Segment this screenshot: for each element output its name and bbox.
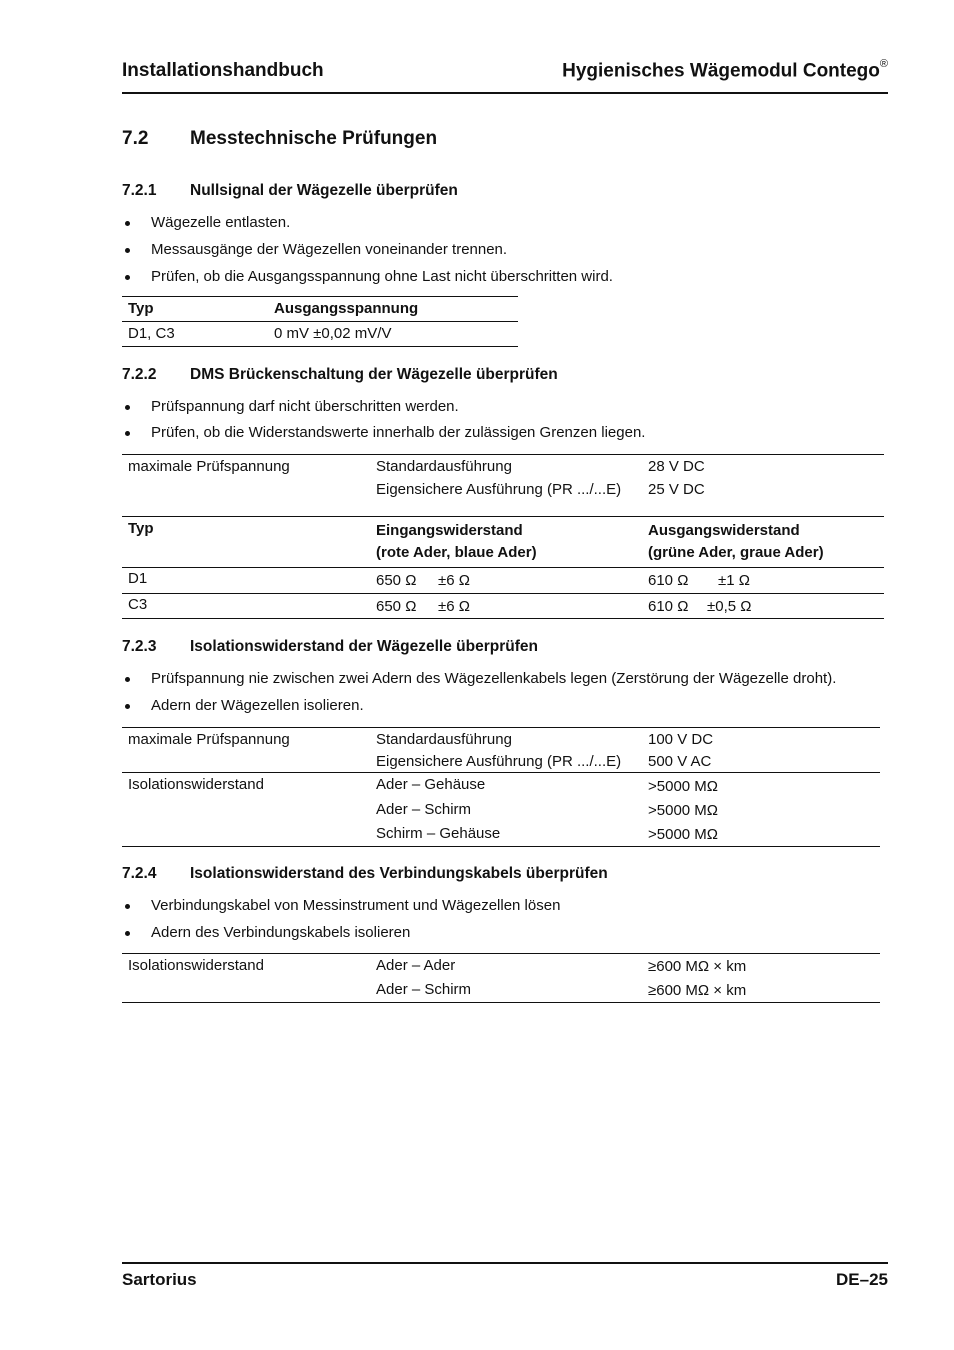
resistance-value: 650 Ω [376, 572, 417, 589]
resistance-tolerance: ±0,5 Ω [707, 598, 752, 615]
table-cell [642, 594, 884, 619]
list-item: Prüfspannung nie zwischen zwei Adern des Wägezellenkabels legen (Zerstörung der Wägezelle droht). [122, 670, 884, 688]
table-cell: 100 V DC [648, 731, 714, 748]
table-cell-empty [122, 975, 370, 1003]
table-cell [642, 568, 884, 594]
table-cell: 25 V DC [648, 481, 705, 498]
footer-brand: Sartorius [122, 1270, 197, 1289]
subsection-number: 7.2.2 [122, 366, 157, 383]
resistance-value: 610 Ω [648, 572, 689, 589]
list-item: Messausgänge der Wägezellen voneinander trennen. [122, 241, 884, 259]
insulation-test-table [122, 727, 880, 847]
page-content [122, 128, 884, 1003]
page-header [122, 60, 888, 94]
table-cell: Standardausführung [376, 458, 512, 475]
bullet-list-7-2-4 [122, 897, 884, 942]
table-cell: Ader – Schirm [376, 801, 472, 818]
table-cell-empty [122, 795, 370, 819]
bullet-list-7-2-3 [122, 670, 884, 715]
subsection-number: 7.2.3 [122, 638, 157, 655]
resistance-value: 610 Ω [648, 598, 689, 615]
table-cell-value: 0 mV ±0,02 mV/V [274, 325, 392, 342]
table-cell: Eigensichere Ausführung (PR .../...E) [376, 753, 622, 770]
table-cell: 500 V AC [648, 753, 712, 770]
subsection-heading-7-2-4 [122, 865, 884, 883]
resistance-tolerance: ±6 Ω [438, 598, 470, 615]
table-cell: Ader – Schirm [376, 981, 472, 998]
table-label: Isolationswiderstand [128, 776, 264, 793]
table-label: Isolationswiderstand [128, 957, 264, 974]
table-cell [370, 568, 642, 594]
table-cell: Ader – Gehäuse [376, 776, 486, 793]
subsection-heading-7-2-3 [122, 638, 884, 656]
subsection-number: 7.2.1 [122, 182, 157, 199]
table-header-typ: Typ [128, 520, 154, 537]
subsection-title: Isolationswiderstand des Verbindungskabels überprüfen [190, 865, 608, 882]
table-cell-empty [122, 748, 370, 773]
resistance-value: 650 Ω [376, 598, 417, 615]
list-item: Adern des Verbindungskabels isolieren [122, 924, 884, 942]
table-cell: >5000 MΩ [648, 826, 719, 843]
table-cell-typ: D1 [128, 570, 148, 587]
table-cell: ≥600 MΩ × km [648, 982, 747, 999]
list-item: Prüfen, ob die Ausgangsspannung ohne Last nicht überschritten wird. [122, 268, 884, 286]
bullet-list-7-2-1 [122, 214, 884, 286]
header-right-title: Hygienisches Wägemodul Contego [562, 60, 880, 82]
subsection-heading-7-2-1 [122, 182, 884, 200]
subsection-title: DMS Brückenschaltung der Wägezelle überprüfen [190, 366, 558, 383]
bullet-list-7-2-2 [122, 398, 884, 442]
table-cell-typ: D1, C3 [128, 325, 175, 342]
test-voltage-table [122, 454, 884, 498]
header-left: Installationshandbuch [122, 60, 324, 81]
section-title: Messtechnische Prüfungen [190, 128, 438, 149]
resistance-tolerance: ±6 Ω [438, 572, 470, 589]
table-cell: ≥600 MΩ × km [648, 958, 747, 975]
list-item: Verbindungskabel von Messinstrument und Wägezellen lösen [122, 897, 884, 915]
table-cell: >5000 MΩ [648, 802, 719, 819]
table-cell: Ader – Ader [376, 957, 456, 974]
list-item: Prüfen, ob die Widerstandswerte innerhalb der zulässigen Grenzen liegen. [122, 424, 884, 442]
resistance-table [122, 516, 884, 619]
list-item: Wägezelle entlasten. [122, 214, 884, 232]
table-cell-empty [122, 475, 370, 498]
cable-insulation-table [122, 953, 880, 1003]
registered-mark: ® [879, 58, 888, 70]
table-cell: Standardausführung [376, 731, 512, 748]
table-header-output-resistance [642, 517, 884, 568]
subsection-title: Nullsignal der Wägezelle überprüfen [190, 182, 458, 199]
header-line: (grüne Ader, graue Ader) [648, 544, 824, 561]
page-number: DE–25 [836, 1270, 888, 1289]
list-item: Adern der Wägezellen isolieren. [122, 697, 884, 715]
table-cell-empty [122, 819, 370, 847]
table-header-output-voltage: Ausgangsspannung [274, 300, 419, 317]
subsection-heading-7-2-2 [122, 366, 884, 384]
table-cell: Schirm – Gehäuse [376, 825, 501, 842]
table-cell: Eigensichere Ausführung (PR .../...E) [376, 481, 622, 498]
resistance-tolerance: ±1 Ω [718, 572, 750, 589]
table-label: maximale Prüfspannung [128, 731, 290, 748]
section-number: 7.2 [122, 128, 149, 149]
subsection-number: 7.2.4 [122, 865, 157, 882]
null-signal-table [122, 296, 518, 347]
header-line: Eingangswiderstand [376, 522, 523, 539]
table-cell [370, 594, 642, 619]
table-header-typ: Typ [128, 300, 154, 317]
table-label: maximale Prüfspannung [128, 458, 290, 475]
table-header-input-resistance [370, 517, 642, 568]
section-heading [122, 128, 884, 150]
header-line: Ausgangswiderstand [648, 522, 800, 539]
table-cell: 28 V DC [648, 458, 705, 475]
subsection-title: Isolationswiderstand der Wägezelle überprüfen [190, 638, 538, 655]
header-line: (rote Ader, blaue Ader) [376, 544, 537, 561]
list-item: Prüfspannung darf nicht überschritten werden. [122, 398, 884, 416]
page-footer [122, 1262, 888, 1290]
table-cell: >5000 MΩ [648, 778, 719, 795]
header-right [562, 60, 888, 82]
table-cell-typ: C3 [128, 596, 148, 613]
